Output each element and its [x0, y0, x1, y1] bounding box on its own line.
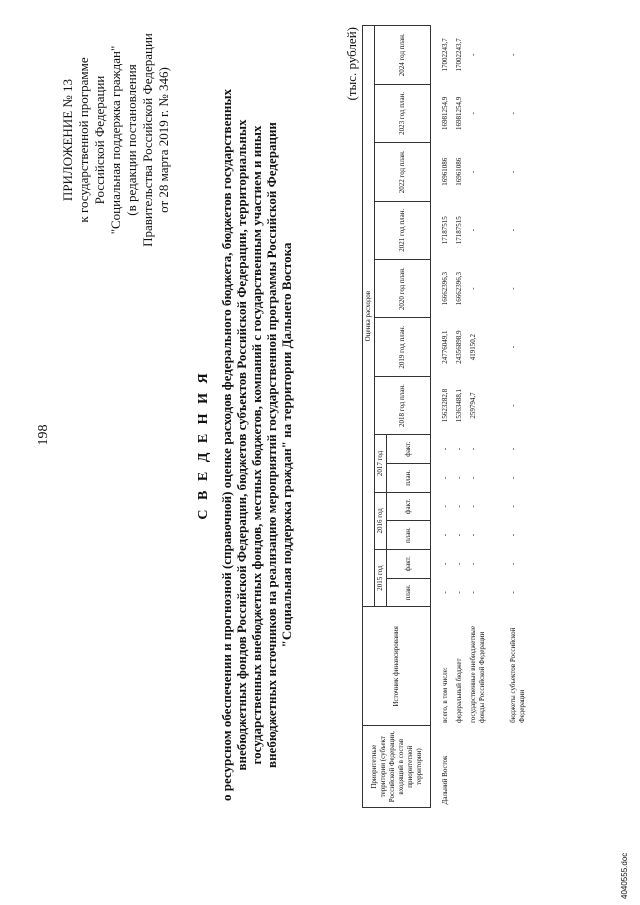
value-cell: -: [509, 533, 517, 537]
header-year-2017: 2017 год: [375, 435, 387, 492]
value-cell: -: [509, 287, 517, 290]
value-cell: -: [441, 533, 449, 537]
appendix-line: (в редакции постановления: [124, 64, 139, 216]
value-cell: 15623282,8: [441, 388, 449, 423]
value-cell: -: [469, 591, 477, 594]
table-row: [455, 26, 469, 808]
heading-line: о ресурсном обеспечении и прогнозной (справочной) оценке расходов федерального бюджета, бюджетов государственных: [219, 89, 234, 801]
value-cell: -: [469, 562, 477, 565]
header-year-2021: 2021 год план.: [375, 201, 431, 259]
value-cell: -: [469, 447, 477, 451]
value-cell: -: [455, 476, 463, 479]
value-cell: -: [455, 533, 463, 537]
value-cell: -: [509, 562, 517, 565]
value-cell: -: [455, 562, 463, 565]
value-cell: -: [509, 476, 517, 479]
value-cell: -: [509, 505, 517, 508]
value-cell: -: [509, 447, 517, 451]
table-row: [469, 26, 509, 808]
table-body: [431, 26, 544, 808]
source-cell: всего, в том числе:: [441, 667, 449, 723]
appendix-line: от 28 марта 2019 г. № 346): [156, 67, 171, 213]
source-cell: бюджеты субъектов Российской Федерации: [509, 627, 526, 723]
appendix-line: ПРИЛОЖЕНИЕ № 13: [60, 78, 75, 202]
header-plan: план.: [387, 521, 431, 550]
heading-line: внебюджетных источников на реализацию мероприятий государственной программы Российской Федерации: [264, 122, 279, 768]
value-cell: 16981254,9: [441, 96, 449, 130]
header-plan: план.: [387, 578, 431, 607]
value-cell: 17002243,7: [455, 38, 463, 72]
value-cell: -: [455, 505, 463, 508]
value-cell: -: [509, 404, 517, 407]
value-cell: -: [455, 591, 463, 594]
header-territory: Приоритетные территории (субъект Российской Федерации, входящий в состав приоритетной территории): [363, 726, 431, 808]
value-cell: -: [509, 112, 517, 115]
heading-line: государственных внебюджетных фондов, местных бюджетов, компаний с государственным участием и иных: [249, 125, 264, 765]
page-number: 198: [36, 424, 51, 446]
value-cell: 16961086: [455, 157, 463, 186]
header-year-2023: 2023 год план.: [375, 84, 431, 142]
units-label: (тыс. рублей): [344, 27, 359, 101]
value-cell: -: [509, 591, 517, 594]
value-cell: 16662396,3: [441, 272, 449, 306]
value-cell: -: [469, 170, 477, 173]
header-year-2022: 2022 год план.: [375, 143, 431, 201]
header-fact: факт.: [387, 492, 431, 521]
document-heading: [196, 65, 294, 825]
value-cell: -: [509, 345, 517, 349]
value-cell: -: [509, 229, 517, 232]
value-cell: -: [469, 287, 477, 290]
appendix-line: Правительства Российской Федерации: [140, 33, 155, 247]
appendix-line: Российской Федерации: [92, 75, 107, 205]
value-cell: -: [441, 562, 449, 565]
header-source: Источник финансирования: [363, 607, 431, 726]
table-row: [509, 26, 543, 808]
value-cell: -: [469, 229, 477, 232]
value-cell: 419150,2: [469, 333, 477, 361]
header-year-2019: 2019 год план.: [375, 318, 431, 376]
value-cell: -: [441, 476, 449, 479]
source-cell: федеральный бюджет: [455, 658, 463, 723]
territory-cell: [509, 726, 543, 808]
value-cell: 17002243,7: [441, 38, 449, 72]
document-code: 4040555.doc: [620, 852, 629, 899]
territory-cell: [455, 726, 469, 808]
value-cell: 16662396,3: [455, 272, 463, 306]
value-cell: 16981254,9: [455, 96, 463, 130]
territory-cell: Дальний Восток: [441, 755, 449, 805]
heading-title: С В Е Д Е Н И Я: [196, 370, 211, 520]
source-cell: государственные внебюджетные фонды Российской Федерации: [469, 626, 486, 723]
appendix-block: [60, 15, 172, 265]
value-cell: -: [469, 533, 477, 537]
header-year-2020: 2020 год план.: [375, 259, 431, 317]
value-cell: -: [441, 447, 449, 451]
value-cell: 24356898,9: [455, 330, 463, 364]
header-year-2024: 2024 год план.: [375, 26, 431, 85]
value-cell: 17187515: [455, 216, 463, 245]
territory-cell: [469, 726, 509, 808]
header-plan: план.: [387, 463, 431, 492]
appendix-line: "Социальная поддержка граждан": [108, 45, 123, 235]
value-cell: -: [469, 505, 477, 508]
header-year-2016: 2016 год: [375, 492, 387, 549]
header-fact: факт.: [387, 549, 431, 578]
value-cell: -: [469, 476, 477, 479]
header-year-2015: 2015 год: [375, 549, 387, 606]
value-cell: 24776049,1: [441, 330, 449, 364]
value-cell: -: [469, 112, 477, 115]
appendix-line: к государственной программе: [76, 57, 91, 223]
header-estimate: Оценка расходов: [363, 26, 375, 607]
header-year-2018: 2018 год план.: [375, 376, 431, 434]
value-cell: -: [455, 447, 463, 451]
value-cell: 259794,7: [469, 392, 477, 419]
value-cell: 15363488,1: [455, 388, 463, 423]
expenses-table: [362, 25, 543, 808]
value-cell: 16961086: [441, 157, 449, 186]
value-cell: 17187515: [441, 216, 449, 245]
heading-line: "Социальная поддержка граждан" на территории Дальнего Востока: [279, 242, 294, 648]
table-row: [441, 26, 455, 808]
value-cell: -: [441, 505, 449, 508]
value-cell: -: [441, 591, 449, 594]
value-cell: -: [509, 170, 517, 173]
heading-line: внебюджетных фондов Российской Федерации, бюджетов субъектов Российской Федерации, территориальных: [234, 119, 249, 771]
header-fact: факт.: [387, 435, 431, 464]
value-cell: -: [509, 53, 517, 56]
value-cell: -: [469, 53, 477, 56]
